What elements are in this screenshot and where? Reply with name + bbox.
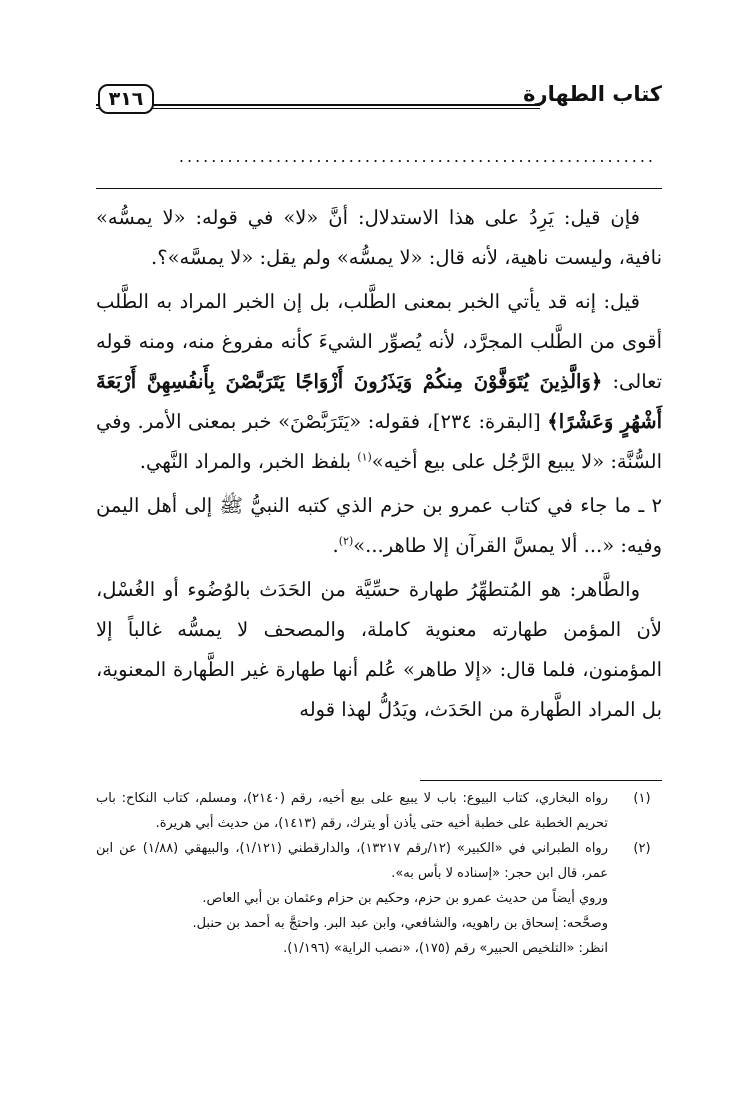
- header-rule: [96, 104, 540, 109]
- footnote-1: [96, 786, 662, 836]
- footnote-text: رواه البخاري، كتاب البيوع: باب لا يبيع على بيع أخيه، رقم (٢١٤٠)، ومسلم، كتاب النكاح: باب تحريم الخطبة على خطبة أخيه حتى يأذن أو يترك، رقم (١٤١٣)، من حديث أبي هريرة.: [96, 791, 609, 831]
- main-text: [96, 198, 662, 734]
- answer-text-1: قيل: إنه قد يأتي الخبر بمعنى الطَّلب، بل إن الخبر المراد به الطَّلب أقوى من الطَّلب المجرَّد، لأنه يُصوِّر الشيءَ كأنه مفروغ منه، ومنه قوله تعالى:: [96, 290, 662, 393]
- page-header: [96, 80, 662, 116]
- footnote-rule: [420, 780, 662, 781]
- answer-text-2: [البقرة: ٢٣٤]، فقوله: «يَتَرَبَّصْنَ» خبر بمعنى الأمر. وفي السُّنَّة: «لا يبيع الرَّجُل على بيع أخيه»: [96, 410, 662, 473]
- footnote-text: انظر: «التلخيص الحبير» رقم (١٧٥)، «نصب الراية» (١/١٩٦).: [283, 941, 608, 956]
- footnote-text: رواه الطبراني في «الكبير» (١٢/رقم ١٣٢١٧)، والدارقطني (١/١٢١)، والبيهقي (١/٨٨) عن ابن عمر، قال ابن حجر: «إسناده لا بأس به».: [96, 841, 608, 881]
- book-title: كتاب الطهارة: [523, 82, 662, 106]
- paragraph-evidence-2: [96, 486, 662, 566]
- footnote-ref-1[interactable]: (١): [357, 450, 372, 464]
- paragraph-objection: فإن قيل: يَرِدُ على هذا الاستدلال: أنَّ «لا» في قوله: «لا يمسُّه» نافية، وليست ناهية، لأنه قال: «لا يمسُّه» ولم يقل: «لا يمسَّه»؟.: [96, 206, 662, 269]
- evidence-text: ٢ ـ ما جاء في كتاب عمرو بن حزم الذي كتبه النبيُّ ﷺ إلى أهل اليمن وفيه: «... ألا يمسَّ القرآن إلا طاهر...»: [96, 494, 662, 557]
- top-rule: [96, 188, 662, 189]
- footnotes: [96, 786, 662, 961]
- footnote-text: وصحَّحه: إسحاق بن راهويه، والشافعي، وابن عبد البر. واحتجَّ به أحمد بن حنبل.: [192, 916, 608, 931]
- evidence-end: .: [332, 534, 339, 557]
- answer-text-3: بلفظ الخبر، والمراد النَّهي.: [139, 450, 358, 473]
- paragraph-taahir: والطَّاهر: هو المُتطهِّرُ طهارة حسِّيَّة من الحَدَث بالوُضُوء أو الغُسْل، لأن المؤمن طهارته معنوية كاملة، والمصحف لا يمسُّه غالباً إلا المؤمنون، فلما قال: «إلا طاهر» عُلم أنها طهارة غير الطَّهارة المعنوية، بل المراد الطَّهارة من الحَدَث، ويَدُلُّ لهذا قوله: [96, 578, 662, 721]
- paragraph-answer: [96, 282, 662, 482]
- footnote-text: وروي أيضاً من حديث عمرو بن حزم، وحكيم بن حزام وعثمان بن أبي العاص.: [202, 891, 608, 906]
- dotted-separator: ...........................................................: [178, 147, 656, 166]
- footnote-number: (١): [633, 791, 651, 806]
- page-number: ٣١٦: [98, 84, 154, 114]
- footnote-2: [96, 836, 662, 961]
- footnote-number: (٢): [633, 841, 651, 856]
- quran-verse: ﴿وَالَّذِينَ يُتَوَفَّوْنَ مِنكُمْ وَيَذَرُونَ أَزْوَاجًا يَتَرَبَّصْنَ بِأَنفُسِهِنَّ أَرْبَعَةَ أَشْهُرٍ وَعَشْرًا﴾: [96, 370, 663, 433]
- footnote-ref-2[interactable]: (٢): [338, 534, 354, 548]
